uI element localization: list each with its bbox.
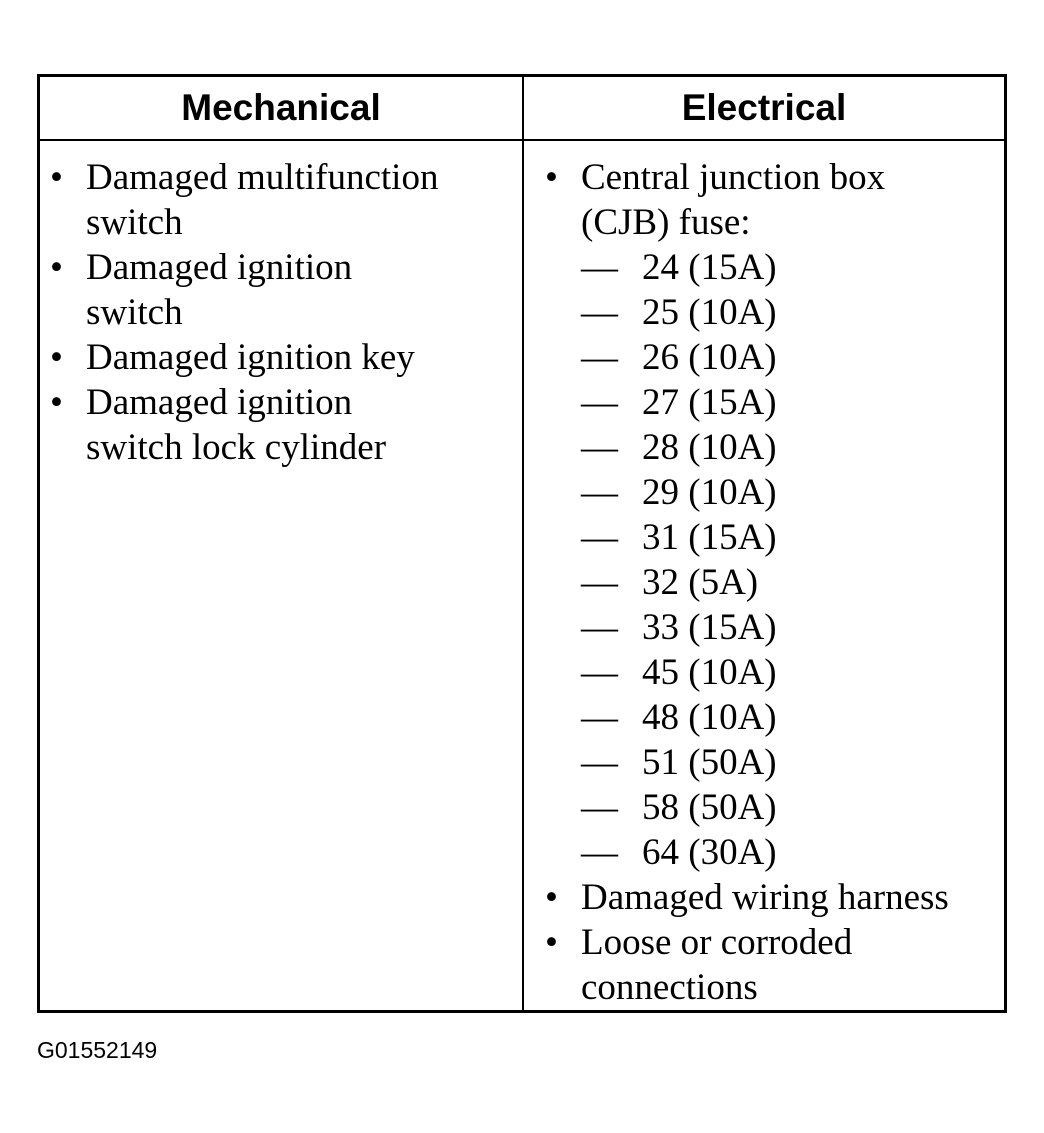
- item-text: Damaged multifunction: [86, 157, 439, 198]
- list-item: [50, 155, 518, 245]
- fuse-text: 32 (5A): [642, 562, 759, 603]
- bullet: •: [545, 157, 558, 198]
- mechanical-cell: [50, 155, 518, 470]
- dash: —: [581, 652, 618, 693]
- fuse-item: [545, 695, 1000, 740]
- bullet: •: [50, 382, 63, 423]
- fuse-text: 27 (15A): [642, 382, 777, 423]
- dash: —: [581, 832, 618, 873]
- item-text: (CJB) fuse:: [581, 202, 751, 243]
- dash: —: [581, 517, 618, 558]
- item-text: switch lock cylinder: [86, 427, 387, 468]
- diagnosis-table: [37, 74, 1007, 1013]
- bullet: •: [50, 157, 63, 198]
- item-text: switch: [86, 202, 183, 243]
- fuse-item: [545, 290, 1000, 335]
- dash: —: [581, 742, 618, 783]
- fuse-item: [545, 515, 1000, 560]
- dash: —: [581, 292, 618, 333]
- dash: —: [581, 787, 618, 828]
- fuse-item: [545, 740, 1000, 785]
- column-divider: [522, 77, 524, 1010]
- fuse-item: [545, 605, 1000, 650]
- item-text: Damaged ignition: [86, 382, 353, 423]
- item-text: switch: [86, 292, 183, 333]
- fuse-text: 51 (50A): [642, 742, 777, 783]
- item-text: connections: [581, 967, 758, 1008]
- fuse-text: 24 (15A): [642, 247, 777, 288]
- fuse-text: 26 (10A): [642, 337, 777, 378]
- figure-id-caption: G01552149: [37, 1037, 158, 1063]
- fuse-item: [545, 335, 1000, 380]
- fuse-text: 25 (10A): [642, 292, 777, 333]
- header-electrical: Electrical: [681, 87, 847, 128]
- list-item: [545, 920, 1000, 1010]
- fuse-text: 58 (50A): [642, 787, 777, 828]
- item-text: Central junction box: [581, 157, 886, 198]
- item-text: Damaged ignition key: [86, 337, 415, 378]
- bullet: •: [545, 877, 558, 918]
- fuse-text: 64 (30A): [642, 832, 777, 873]
- fuse-item: [545, 425, 1000, 470]
- list-item: [545, 875, 1000, 920]
- fuse-item: [545, 380, 1000, 425]
- list-item: [50, 380, 518, 470]
- fuse-item: [545, 785, 1000, 830]
- fuse-text: 28 (10A): [642, 427, 777, 468]
- fuse-item: [545, 470, 1000, 515]
- dash: —: [581, 247, 618, 288]
- fuse-item: [545, 830, 1000, 875]
- item-text: Damaged ignition: [86, 247, 353, 288]
- dash: —: [581, 472, 618, 513]
- fuse-item: [545, 650, 1000, 695]
- fuse-text: 29 (10A): [642, 472, 777, 513]
- dash: —: [581, 697, 618, 738]
- item-text: Damaged wiring harness: [581, 877, 949, 918]
- list-item: [545, 155, 1000, 245]
- bullet: •: [545, 922, 558, 963]
- item-text: Loose or corroded: [581, 922, 853, 963]
- electrical-cell: [545, 155, 1000, 1010]
- bullet: •: [50, 247, 63, 288]
- dash: —: [581, 562, 618, 603]
- list-item: [50, 245, 518, 335]
- fuse-text: 48 (10A): [642, 697, 777, 738]
- fuse-text: 45 (10A): [642, 652, 777, 693]
- dash: —: [581, 427, 618, 468]
- fuse-text: 31 (15A): [642, 517, 777, 558]
- dash: —: [581, 607, 618, 648]
- fuse-text: 33 (15A): [642, 607, 777, 648]
- fuse-item: [545, 245, 1000, 290]
- bullet: •: [50, 337, 63, 378]
- fuse-item: [545, 560, 1000, 605]
- header-mechanical: Mechanical: [181, 87, 381, 128]
- dash: —: [581, 382, 618, 423]
- dash: —: [581, 337, 618, 378]
- list-item: [50, 335, 518, 380]
